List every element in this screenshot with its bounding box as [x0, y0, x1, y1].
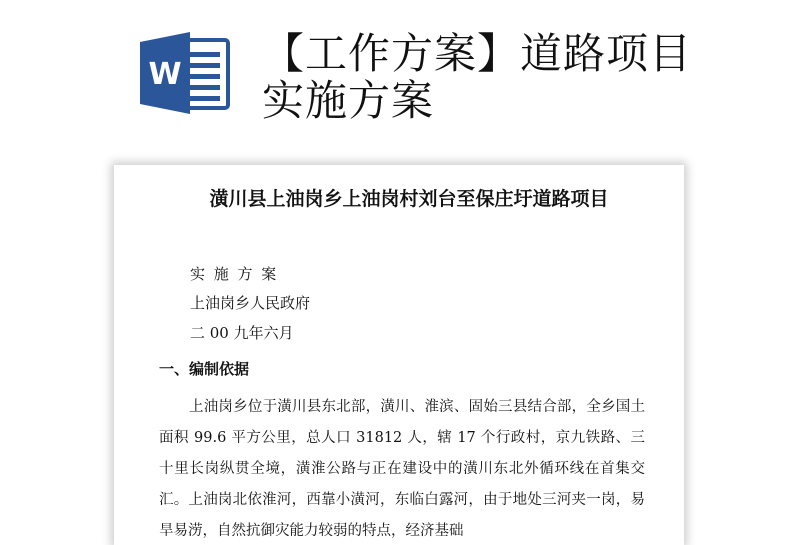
- svg-text:W: W: [148, 57, 182, 92]
- word-doc-icon: [140, 32, 232, 114]
- header-title: 【工作方案】道路项目实施方案: [262, 29, 693, 125]
- document-title: 潢川县上油岗乡上油岗村刘台至保庄圩道路项目: [209, 188, 609, 210]
- document-page: [114, 165, 684, 545]
- issuer-label: 上油岗乡人民政府: [190, 294, 311, 312]
- body-paragraph: 上油岗乡位于潢川县东北部，潢川、淮滨、固始三县结合部，全乡国土面积 99.6 平方公里，总人口 31812 人，辖 17 个行政村，京九铁路、三十里长岗纵贯全境，潢淮公路与正在建设中的潢川东北外循环线在首集交汇。上油岗北依淮河，西靠小潢河，东临白露河，由于地处三河夹一岗，易旱易涝，自然抗御灾能力较弱的特点，经济基础: [159, 399, 645, 539]
- header-banner: [0, 0, 800, 160]
- section-heading: 一、编制依据: [159, 360, 250, 378]
- plan-label: 实 施 方 案: [190, 265, 279, 283]
- date-label: 二 00 九年六月: [190, 324, 294, 342]
